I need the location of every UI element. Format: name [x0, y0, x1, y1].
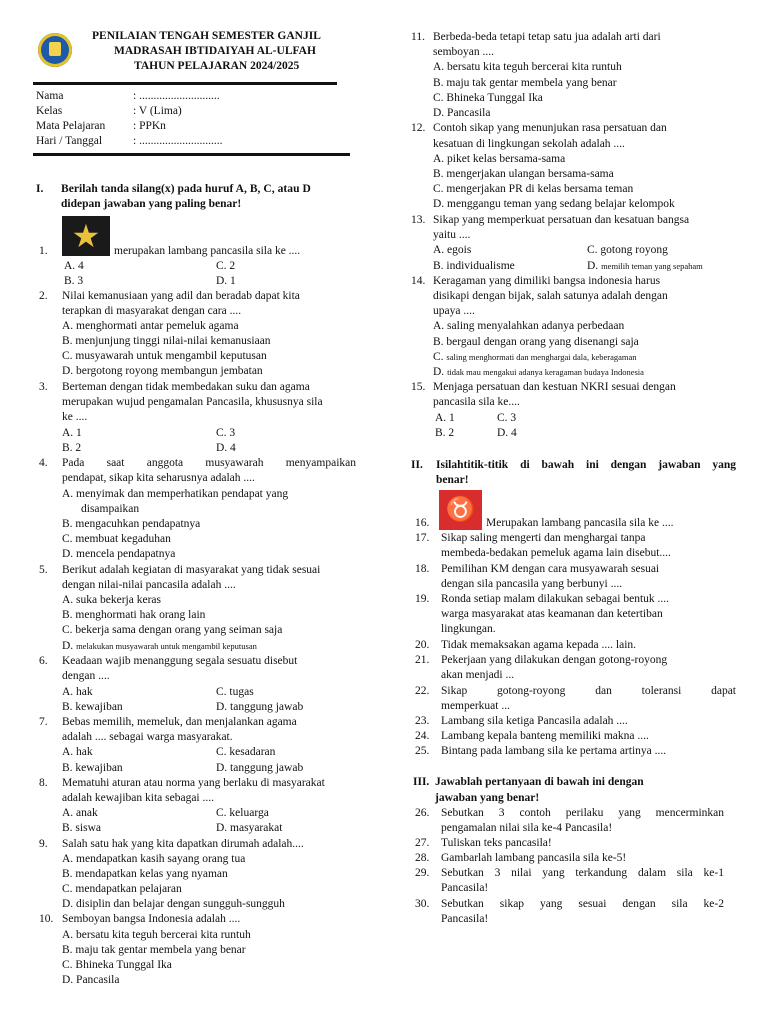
q2-text-2: terapkan di masyarakat dengan cara ....: [62, 305, 242, 317]
q1-option-a[interactable]: A. 4: [64, 260, 84, 272]
q5-option-c[interactable]: C. bekerja sama dengan orang yang seiman saja: [62, 624, 283, 636]
school-emblem-icon: [38, 33, 72, 67]
q8-option-a[interactable]: A. anak: [62, 807, 98, 819]
q14-number: 14.: [411, 275, 426, 287]
e27-text-1: Tuliskan teks pancasila!: [441, 837, 552, 849]
e24-text-1: Lambang kepala banteng memiliki makna ....: [441, 730, 649, 742]
q12-number: 12.: [411, 122, 426, 134]
e16-number: 16.: [415, 517, 430, 529]
q10-option-c[interactable]: C. Bhineka Tunggal Ika: [62, 959, 172, 971]
q15-option-d[interactable]: D. 4: [497, 427, 517, 439]
q12-text-2: kesatuan di lingkungan sekolah adalah ....: [433, 138, 625, 150]
e21-text-1: Pekerjaan yang dilakukan dengan gotong-royong: [441, 654, 668, 666]
q6-option-b[interactable]: B. kewajiban: [62, 701, 123, 713]
q3-text-1: Berteman dengan tidak membedakan suku dan agama: [62, 381, 310, 393]
q6-text-2: dengan ....: [62, 670, 110, 682]
q13-option-a[interactable]: A. egois: [433, 244, 472, 256]
q2-number: 2.: [39, 290, 48, 302]
label-mapel: Mata Pelajaran: [36, 120, 106, 132]
q11-option-c[interactable]: C. Bhineka Tunggal Ika: [433, 92, 543, 104]
value-nama[interactable]: : ............................: [133, 90, 220, 102]
e30-number: 30.: [415, 898, 430, 910]
q13-option-d-letter: D.: [587, 260, 599, 272]
e22-text-1: Sikap gotong-royong dan toleransi dapat: [441, 685, 736, 697]
q3-option-a[interactable]: A. 1: [62, 427, 82, 439]
label-nama: Nama: [36, 90, 64, 102]
e20-number: 20.: [415, 639, 430, 651]
q9-option-b[interactable]: B. mendapatkan kelas yang nyaman: [62, 868, 228, 880]
q2-option-a[interactable]: A. menghormati antar pemeluk agama: [62, 320, 239, 332]
q7-text-2: adalah .... sebagai warga masyarakat.: [62, 731, 233, 743]
q1-text: merupakan lambang pancasila sila ke ....: [114, 245, 301, 257]
q13-option-d-text: memilih teman yang sepaham: [601, 261, 703, 271]
q4-option-a[interactable]: A. menyimak dan memperhatikan pendapat yang: [62, 488, 289, 500]
e16-text: Merupakan lambang pancasila sila ke ....: [486, 517, 674, 529]
header-line-1: PENILAIAN TENGAH SEMESTER GANJIL: [92, 30, 321, 42]
q14-option-d[interactable]: [433, 365, 644, 380]
e18-number: 18.: [415, 563, 430, 575]
e26-text-1: Sebutkan 3 contoh perilaku yang mencerminkan: [441, 807, 724, 819]
q13-number: 13.: [411, 214, 426, 226]
q4-text-1: Pada saat anggota musyawarah menyampaikan: [62, 457, 356, 469]
section-3-instruction-2: jawaban yang benar!: [435, 792, 540, 804]
q11-text-2: semboyan ....: [433, 46, 495, 58]
q11-number: 11.: [411, 31, 425, 43]
e21-text-2: akan menjadi ...: [441, 669, 515, 681]
q13-option-b[interactable]: B. individualisme: [433, 260, 515, 272]
q7-text-1: Bebas memilih, memeluk, dan menjalankan agama: [62, 716, 297, 728]
q12-option-d[interactable]: D. menggangu teman yang sedang belajar kelompok: [433, 198, 675, 210]
e22-text-2: memperkuat ...: [441, 700, 510, 712]
q3-text-3: ke ....: [62, 411, 88, 423]
q14-option-c-letter: C.: [433, 351, 444, 363]
q5-option-b[interactable]: B. menghormati hak orang lain: [62, 609, 206, 621]
q6-option-d[interactable]: D. tanggung jawab: [216, 701, 304, 713]
q15-number: 15.: [411, 381, 426, 393]
q12-option-a[interactable]: A. piket kelas bersama-sama: [433, 153, 566, 165]
q14-option-c[interactable]: [433, 350, 637, 365]
q14-option-d-letter: D.: [433, 366, 445, 378]
header-divider: [33, 82, 337, 85]
q5-option-d-text: melakukan musyawarah untuk mengambil keputusan: [76, 641, 257, 651]
section-1-instruction-2: didepan jawaban yang paling benar!: [61, 198, 242, 210]
q8-text-2: adalah kewajiban kita sebagai ....: [62, 792, 214, 804]
q3-option-c[interactable]: C. 3: [216, 427, 236, 439]
q8-number: 8.: [39, 777, 48, 789]
e29-text-2: Pancasila!: [441, 882, 489, 894]
e28-number: 28.: [415, 852, 430, 864]
q12-option-c[interactable]: C. mengerjakan PR di kelas bersama teman: [433, 183, 634, 195]
q4-text-2: pendapat, sikap kita seharusnya adalah ....: [62, 472, 255, 484]
q14-option-b[interactable]: B. bergaul dengan orang yang disenangi saja: [433, 336, 639, 348]
q7-option-c[interactable]: C. kesadaran: [216, 746, 276, 758]
q3-text-2: merupakan wujud pengamalan Pancasila, khususnya sila: [62, 396, 323, 408]
q8-option-c[interactable]: C. keluarga: [216, 807, 269, 819]
e21-number: 21.: [415, 654, 430, 666]
q4-option-a-cont[interactable]: disampaikan: [81, 503, 140, 515]
e30-text-1: Sebutkan sikap yang sesuai dengan sila ke-2: [441, 898, 724, 910]
section-1-instruction-1: Berilah tanda silang(x) pada huruf A, B, C, atau D: [61, 183, 311, 195]
e20-text-1: Tidak memaksakan agama kepada .... lain.: [441, 639, 637, 651]
q9-option-d[interactable]: D. disiplin dan belajar dengan sungguh-sungguh: [62, 898, 285, 910]
value-kelas: : V (Lima): [133, 105, 182, 117]
q11-text-1: Berbeda-beda tetapi tetap satu jua adalah arti dari: [433, 31, 661, 43]
section-2-number: II.: [411, 459, 423, 471]
star-emblem-icon: ★: [62, 216, 110, 256]
e19-text-1: Ronda setiap malam dilakukan sebagai bentuk ....: [441, 593, 670, 605]
q9-option-a[interactable]: A. mendapatkan kasih sayang orang tua: [62, 853, 246, 865]
identity-divider: [33, 153, 350, 156]
q10-option-a[interactable]: A. bersatu kita teguh bercerai kita runtuh: [62, 929, 251, 941]
e24-number: 24.: [415, 730, 430, 742]
q15-text-2: pancasila sila ke....: [433, 396, 520, 408]
q9-option-c[interactable]: C. mendapatkan pelajaran: [62, 883, 182, 895]
bull-head-emblem-icon: ♉: [439, 490, 482, 530]
q14-text-3: upaya ....: [433, 305, 475, 317]
e26-text-2: pengamalan nilai sila ke-4 Pancasila!: [441, 822, 613, 834]
value-hari[interactable]: : .............................: [133, 135, 223, 147]
q8-text-1: Mematuhi aturan atau norma yang berlaku di masyarakat: [62, 777, 325, 789]
q15-option-b[interactable]: B. 2: [435, 427, 455, 439]
e19-text-3: lingkungan.: [441, 623, 496, 635]
q5-text-1: Berikut adalah kegiatan di masyarakat yang tidak sesuai: [62, 564, 321, 576]
q14-text-1: Keragaman yang dimiliki bangsa indonesia harus: [433, 275, 661, 287]
q1-option-b[interactable]: B. 3: [64, 275, 84, 287]
e29-number: 29.: [415, 867, 430, 879]
q10-text-1: Semboyan bangsa Indonesia adalah ....: [62, 913, 241, 925]
q5-option-a[interactable]: A. suka bekerja keras: [62, 594, 161, 606]
section-2-instruction-1: Isilahtitik-titik di bawah ini dengan jawaban yang: [436, 459, 736, 471]
section-3-number: III.: [413, 776, 430, 788]
q5-text-2: dengan nilai-nilai pancasila adalah ....: [62, 579, 236, 591]
q5-number: 5.: [39, 564, 48, 576]
q15-option-c[interactable]: C. 3: [497, 412, 517, 424]
q7-number: 7.: [39, 716, 48, 728]
q4-number: 4.: [39, 457, 48, 469]
q10-option-d[interactable]: D. Pancasila: [62, 974, 120, 986]
e25-number: 25.: [415, 745, 430, 757]
q4-option-d[interactable]: D. mencela pendapatnya: [62, 548, 176, 560]
q7-option-b[interactable]: B. kewajiban: [62, 762, 123, 774]
q7-option-d[interactable]: D. tanggung jawab: [216, 762, 304, 774]
q14-option-a[interactable]: A. saling menyalahkan adanya perbedaan: [433, 320, 625, 332]
q2-option-b[interactable]: B. menjunjung tinggi nilai-nilai kemanusiaan: [62, 335, 271, 347]
q11-option-b[interactable]: B. maju tak gentar membela yang benar: [433, 77, 617, 89]
q2-option-d[interactable]: D. bergotong royong membangun jembatan: [62, 365, 263, 377]
q9-number: 9.: [39, 838, 48, 850]
e26-number: 26.: [415, 807, 430, 819]
e19-text-2: warga masyarakat atas keamanan dan ketertiban: [441, 608, 663, 620]
q10-number: 10.: [39, 913, 54, 925]
q13-option-c[interactable]: C. gotong royong: [587, 244, 668, 256]
q10-option-b[interactable]: B. maju tak gentar membela yang benar: [62, 944, 246, 956]
e27-number: 27.: [415, 837, 430, 849]
q6-text-1: Keadaan wajib menanggung segala sesuatu disebut: [62, 655, 298, 667]
q5-option-d-letter: D.: [62, 640, 74, 652]
label-hari: Hari / Tanggal: [36, 135, 103, 147]
q14-text-2: disikapi dengan bijak, salah satunya adalah dengan: [433, 290, 668, 302]
e23-number: 23.: [415, 715, 430, 727]
q7-option-a[interactable]: A. hak: [62, 746, 93, 758]
q6-number: 6.: [39, 655, 48, 667]
section-1-number: I.: [36, 183, 44, 195]
section-2-instruction-2: benar!: [436, 474, 469, 486]
q1-option-d[interactable]: D. 1: [216, 275, 236, 287]
q13-text-2: yaitu ....: [433, 229, 471, 241]
e25-text-1: Bintang pada lambang sila ke pertama artinya ....: [441, 745, 667, 757]
e30-text-2: Pancasila!: [441, 913, 489, 925]
e18-text-2: dengan sila pancasila yang berbunyi ....: [441, 578, 623, 590]
e18-text-1: Pemilihan KM dengan cara musyawarah sesuai: [441, 563, 660, 575]
section-3-instruction-1: Jawablah pertanyaan di bawah ini dengan: [435, 776, 644, 788]
q6-option-a[interactable]: A. hak: [62, 686, 93, 698]
q12-option-b[interactable]: B. mengerjakan ulangan bersama-sama: [433, 168, 614, 180]
q12-text-1: Contoh sikap yang menunjukan rasa persatuan dan: [433, 122, 667, 134]
q3-option-d[interactable]: D. 4: [216, 442, 236, 454]
e17-number: 17.: [415, 532, 430, 544]
e17-text-2: membeda-bedakan pemeluk agama lain disebut....: [441, 547, 671, 559]
q4-option-c[interactable]: C. membuat kegaduhan: [62, 533, 171, 545]
q3-option-b[interactable]: B. 2: [62, 442, 82, 454]
header-line-3: TAHUN PELAJARAN 2024/2025: [134, 60, 300, 72]
q15-option-a[interactable]: A. 1: [435, 412, 455, 424]
e29-text-1: Sebutkan 3 nilai yang terkandung dalam sila ke-1: [441, 867, 724, 879]
label-kelas: Kelas: [36, 105, 63, 117]
e17-text-1: Sikap saling mengerti dan menghargai tanpa: [441, 532, 646, 544]
q3-number: 3.: [39, 381, 48, 393]
q5-option-d[interactable]: [62, 639, 257, 654]
q6-option-c[interactable]: C. tugas: [216, 686, 254, 698]
header-line-2: MADRASAH IBTIDAIYAH AL-ULFAH: [114, 45, 316, 57]
q14-option-c-text: saling menghormati dan menghargai dala, keberagaman: [446, 352, 637, 362]
q8-option-b[interactable]: B. siswa: [62, 822, 101, 834]
q4-option-b[interactable]: B. mengacuhkan pendapatnya: [62, 518, 201, 530]
e28-text-1: Gambarlah lambang pancasila sila ke-5!: [441, 852, 627, 864]
q2-option-c[interactable]: C. musyawarah untuk mengambil keputusan: [62, 350, 267, 362]
q13-text-1: Sikap yang memperkuat persatuan dan kesatuan bangsa: [433, 214, 690, 226]
q1-option-c[interactable]: C. 2: [216, 260, 236, 272]
q2-text-1: Nilai kemanusiaan yang adil dan beradab dapat kita: [62, 290, 300, 302]
q1-number: 1.: [39, 245, 48, 257]
q15-text-1: Menjaga persatuan dan kestuan NKRI sesuai dengan: [433, 381, 676, 393]
q9-text-1: Salah satu hak yang kita dapatkan dirumah adalah....: [62, 838, 304, 850]
q8-option-d[interactable]: D. masyarakat: [216, 822, 283, 834]
q14-option-d-text: tidak mau mengakui adanya keragaman budaya Indonesia: [447, 367, 644, 377]
e19-number: 19.: [415, 593, 430, 605]
value-mapel: : PPKn: [133, 120, 166, 132]
q11-option-a[interactable]: A. bersatu kita teguh bercerai kita runtuh: [433, 61, 622, 73]
e22-number: 22.: [415, 685, 430, 697]
q13-option-d[interactable]: [587, 259, 703, 274]
q11-option-d[interactable]: D. Pancasila: [433, 107, 491, 119]
e23-text-1: Lambang sila ketiga Pancasila adalah ....: [441, 715, 628, 727]
